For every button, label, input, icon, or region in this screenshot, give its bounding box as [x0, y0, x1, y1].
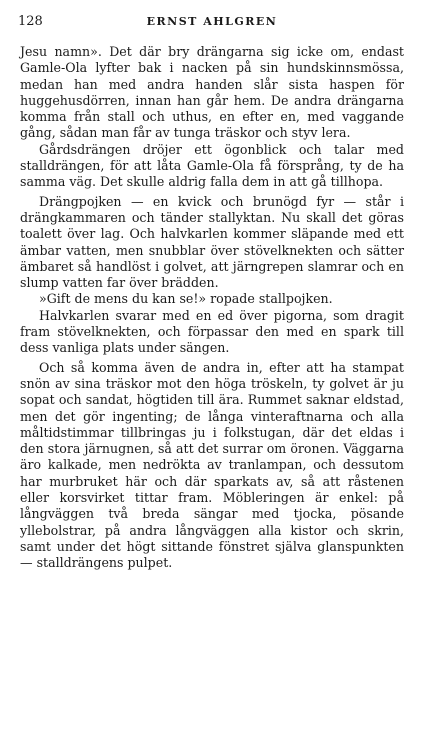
paragraph-2: Gårdsdrängen dröjer ett ögonblick och talar med stalldrängen, för att låta Gamle-Ola få försprång, ty de ha samma väg. Det skulle aldrig falla dem in att gå tillhopa.	[20, 141, 404, 190]
paragraph-3: Drängpojken — en kvick och brunögd fyr — står i drängkammaren och tänder stallyktan. Nu skall det göras toalett över lag. Och halvkarlen kommer släpande med ett ämbar vatten, men snubblar över stövelknekten och sätter ämbaret så handlöst i golvet, att järngrepen slamrar och en slump vatten far över brädden.	[20, 193, 404, 291]
body-text	[20, 44, 404, 572]
page-number: 128	[18, 14, 43, 29]
paragraph-6: Och så komma även de andra in, efter att ha stampat snön av sina träskor mot den höga tröskeln, ty golvet är ju sopat och sandat, högtiden till ära. Rummet saknar eldstad, men det gör ingenting; de långa vinteraftnarna och alla måltidstimmar tillbringas ju i folkstugan, där det eldas i den stora järnugnen, så att det surrar om öronen. Väggarna äro kalkade, men nedrökta av tranlampan, och dessutom har murbruket här och där sparkats av, så att råstenen eller korsvirket tittar fram. Möbleringen är enkel: på långväggen två breda sängar med tjocka, pösande yllebolstrar, på andra långväggen alla kistor och skrin, samt under det högt sittande fönstret själva glanspunkten — stalldrängens pulpet.	[20, 359, 404, 571]
running-head: ERNST AHLGREN	[146, 15, 278, 28]
paragraph-4: »Gift de mens du kan se!» ropade stallpojken.	[39, 291, 333, 307]
paragraph-5: Halvkarlen svarar med en ed över pigorna, som dragit fram stövelknekten, och förpassar den med en spark till dess vanliga plats under sängen.	[20, 307, 404, 356]
paragraph-1: Jesu namn». Det där bry drängarna sig icke om, endast Gamle-Ola lyfter bak i nacken på sin hundskinnsmössa, medan han med andra handen slår sista haspen för huggehusdörren, innan han går hem. De andra drängarna komma från stall och uthus, en efter en, med vaggande gång, sådan man får av tunga träskor och styv lera.	[20, 44, 404, 141]
page-header	[18, 14, 406, 32]
